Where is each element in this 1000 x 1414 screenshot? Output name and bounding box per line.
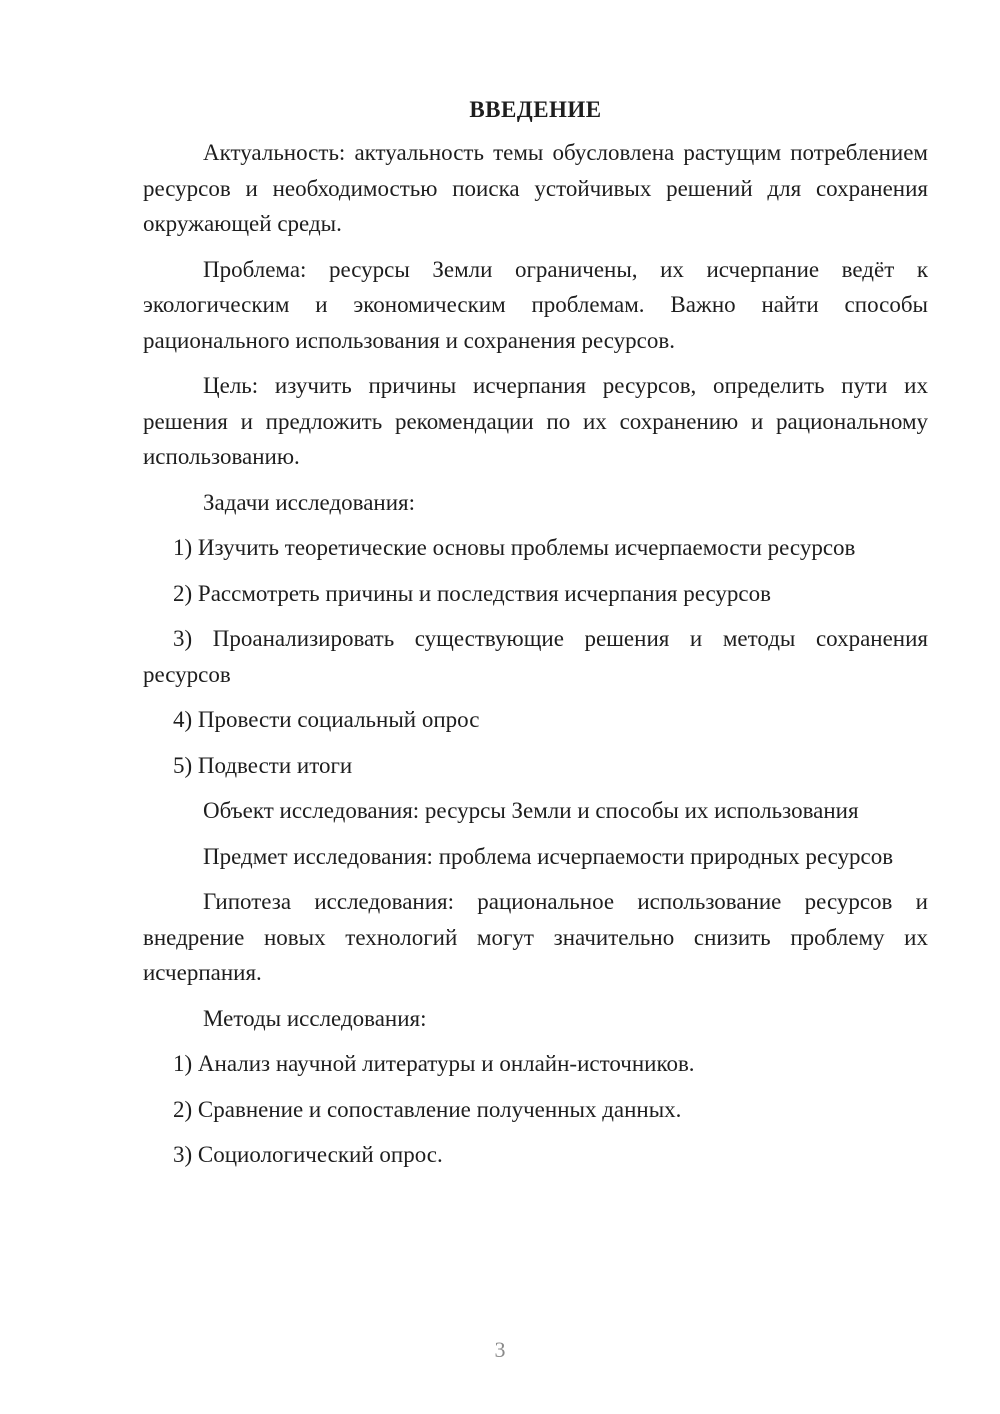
hypothesis-paragraph: Гипотеза исследования: рациональное использование ресурсов и внедрение новых технологий могут значительно снизить проблему их исчерпания.: [143, 889, 928, 985]
methods-heading: Методы исследования:: [203, 1005, 427, 1031]
subject-paragraph: Предмет исследования: проблема исчерпаемости природных ресурсов: [203, 843, 894, 869]
object-paragraph: Объект исследования: ресурсы Земли и способы их использования: [203, 798, 859, 823]
relevance-paragraph: Актуальность: актуальность темы обусловлена растущим потреблением ресурсов и необходимостью поиска устойчивых решений для сохранения окружающей среды.: [143, 140, 928, 236]
method-item: 3) Социологический опрос.: [173, 1142, 443, 1167]
task-item: 4) Провести социальный опрос: [173, 707, 480, 732]
page-number: 3: [494, 1337, 506, 1362]
method-item: 2) Сравнение и сопоставление полученных данных.: [173, 1096, 682, 1122]
task-item: 5) Подвести итоги: [173, 752, 353, 778]
goal-paragraph: Цель: изучить причины исчерпания ресурсов, определить пути их решения и предложить рекомендации по их сохранению и рациональному использованию.: [143, 373, 928, 469]
tasks-heading: Задачи исследования:: [203, 489, 416, 515]
page-title: ВВЕДЕНИЕ: [469, 97, 602, 122]
task-item: 3) Проанализировать существующие решения и методы сохранения ресурсов: [143, 626, 928, 687]
document-body: [143, 93, 928, 1183]
method-item: 1) Анализ научной литературы и онлайн-источников.: [173, 1051, 695, 1076]
task-item: 1) Изучить теоретические основы проблемы исчерпаемости ресурсов: [173, 535, 856, 560]
problem-paragraph: Проблема: ресурсы Земли ограничены, их исчерпание ведёт к экологическим и экономическим проблемам. Важно найти способы рационального использования и сохранения ресурсов.: [143, 256, 928, 353]
task-item: 2) Рассмотреть причины и последствия исчерпания ресурсов: [173, 580, 771, 606]
